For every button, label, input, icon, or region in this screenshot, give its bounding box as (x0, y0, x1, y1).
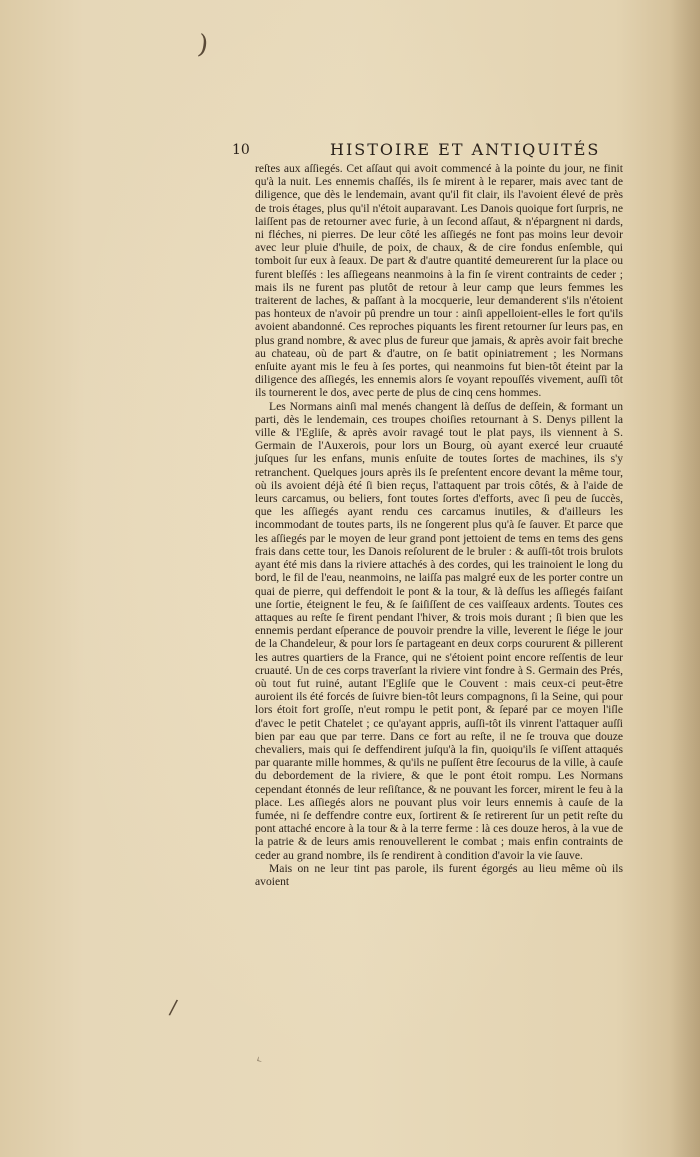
margin-pencil-mark-top: ) (195, 29, 211, 61)
paragraph-3: Mais on ne leur tint pas parole, ils furent égorgés au lieu même où ils avoient (255, 861, 623, 888)
page-number: 10 (232, 142, 250, 158)
spine-shadow (670, 0, 700, 1157)
body-text (255, 162, 623, 888)
running-head: HISTOIRE ET ANTIQUITÉS (330, 140, 601, 159)
margin-pencil-mark-small: ‹ (252, 1051, 266, 1069)
paragraph-1: reſtes aux aſſiegés. Cet aſſaut qui avoit commencé à la pointe du jour, ne finit qu'à la nuit. Les ennemis chaſſés, ils ſe mirent à le reparer, mais avec tant de diligence, que dès le lendemain, avant qu'il fit clair, ils l'avoient élevé de près de trois étages, plus qu'il n'étoit auparavant. Les Danois quoique fort ſurpris, ne laiſſent pas de retourner avec furie, à un ſecond aſſaut, & n'épargnent ni dards, ni fléches, ni pierres. De leur côté les aſſiegés ne font pas moins leur devoir avec leur pluie d'huile, de poix, de chaux, & de cire fondus enſemble, qui tomboit ſur eux à ſeaux. De part & d'autre quantité demeurerent ſur la place ou furent bleſſés : les aſſiegeans neanmoins à la fin ſe virent contraints de ceder ; mais ils ne furent pas plutôt de retour à leur camp que leurs femmes les traiterent de laches, & paſſant à la mocquerie, leur demanderent s'ils n'étoient pas honteux de n'avoir pû prendre un tour : ainſi appelloient-elles le fort qu'ils avoient abandonné. Ces reproches piquants les firent retourner ſur leurs pas, en plus grand nombre, & avec plus de fureur que jamais, & après avoir fait breche au chateau, où de part & d'autre, on ſe batit opiniatrement ; les Normans enſuite ayant mis le feu à ſes portes, qui neanmoins fut bien-tôt éteint par la diligence des aſſiegés, les ennemis alors ſe voyant repouſſés vivement, auſſi tôt ils tournerent le dos, avec perte de plus de cinq cens hommes. (255, 162, 623, 400)
margin-pencil-mark-bottom: / (167, 994, 179, 1020)
paragraph-2: Les Normans ainſi mal menés changent là deſſus de deſſein, & formant un parti, dès le lendemain, ces troupes choiſies retournant à S. Denys pillent la ville & l'Egliſe, & après avoir ravagé tout le plat pays, ils viennent à S. Germain de l'Auxerois, pour lors un Bourg, où ayant exercé leur cruauté juſques ſur les enfans, munis enſuite de toutes ſortes de machines, ils s'y retranchent. Quelques jours après ils ſe preſentent encore devant la même tour, où ils avoient déjà été ſi bien reçus, l'attaquent par trois côtés, & à l'aide de leurs carcamus, ou beliers, font toutes ſortes d'efforts, avec ſi peu de ſuccès, que les aſſiegés ayant rendu ces carcamus inutiles, & d'ailleurs les incommodant de toutes parts, ils ne ſongerent plus qu'à ſe ſauver. Et parce que les aſſiegés par le moyen de leur grand pont jettoient de tems en tems des gens frais dans cette tour, les Danois reſolurent de le bruler : & auſſi-tôt trois brulots ayant été mis dans la riviere attachés à des cordes, qui les trainoient le long du bord, le fil de l'eau, neanmoins, ne laiſſa pas malgré eux de les porter contre un quai de pierre, qui deffendoit le pont & la tour, & là deſſus les aſſiegés faiſant une ſortie, éteignent le feu, & ſe ſaiſiſſent de ces vaiſſeaux ardents. Toutes ces attaques au reſte ſe firent pendant l'hiver, & trois mois durant ; ſi bien que les ennemis perdant eſperance de pouvoir prendre la ville, leverent le ſiége le jour de la Chandeleur, & pour lors ſe partageant en deux corps coururent & pillerent les autres quartiers de la France, qui ne s'étoient point encore reſſentis de leur cruauté. Un de ces corps traverſant la riviere vint fondre à S. Germain des Prés, où tout fut ruiné, autant l'Egliſe que le Couvent : mais ceux-ci peut-être auroient ils été forcés de ſuivre bien-tôt leurs compagnons, ſi la Seine, qui pour lors étoit fort groſſe, n'eut rompu le petit pont, & ſeparé par ce moyen l'iſle d'avec le petit Chatelet ; ce qu'ayant appris, auſſi-tôt ils vinrent l'attaquer auſſi bien par eau que par terre. Dans ce fort au reſte, il ne ſe trouva que douze chevaliers, mais qui ſe deffendirent juſqu'à la fin, quoiqu'ils ſe viſſent attaqués par quarante mille hommes, & qu'ils ne puſſent être ſecourus de la ville, à cauſe du debordement de la riviere, & que le pont étoit rompu. Les Normans cependant étonnés de leur reſiſtance, & ne pouvant les forcer, mirent le feu à la place. Les aſſiegés alors ne pouvant plus voir leurs ennemis à cauſe de la fumée, ni ſe deffendre contre eux, ſortirent & ſe retirerent ſur un petit reſte du pont attaché encore à la tour & à la terre ferme : là ces douze heros, à la vue de la patrie & de leurs amis renouvellerent le combat ; mais enfin contraints de ceder au grand nombre, ils ſe rendirent à condition d'avoir la vie ſauve. (255, 399, 623, 862)
page-header (232, 140, 632, 164)
